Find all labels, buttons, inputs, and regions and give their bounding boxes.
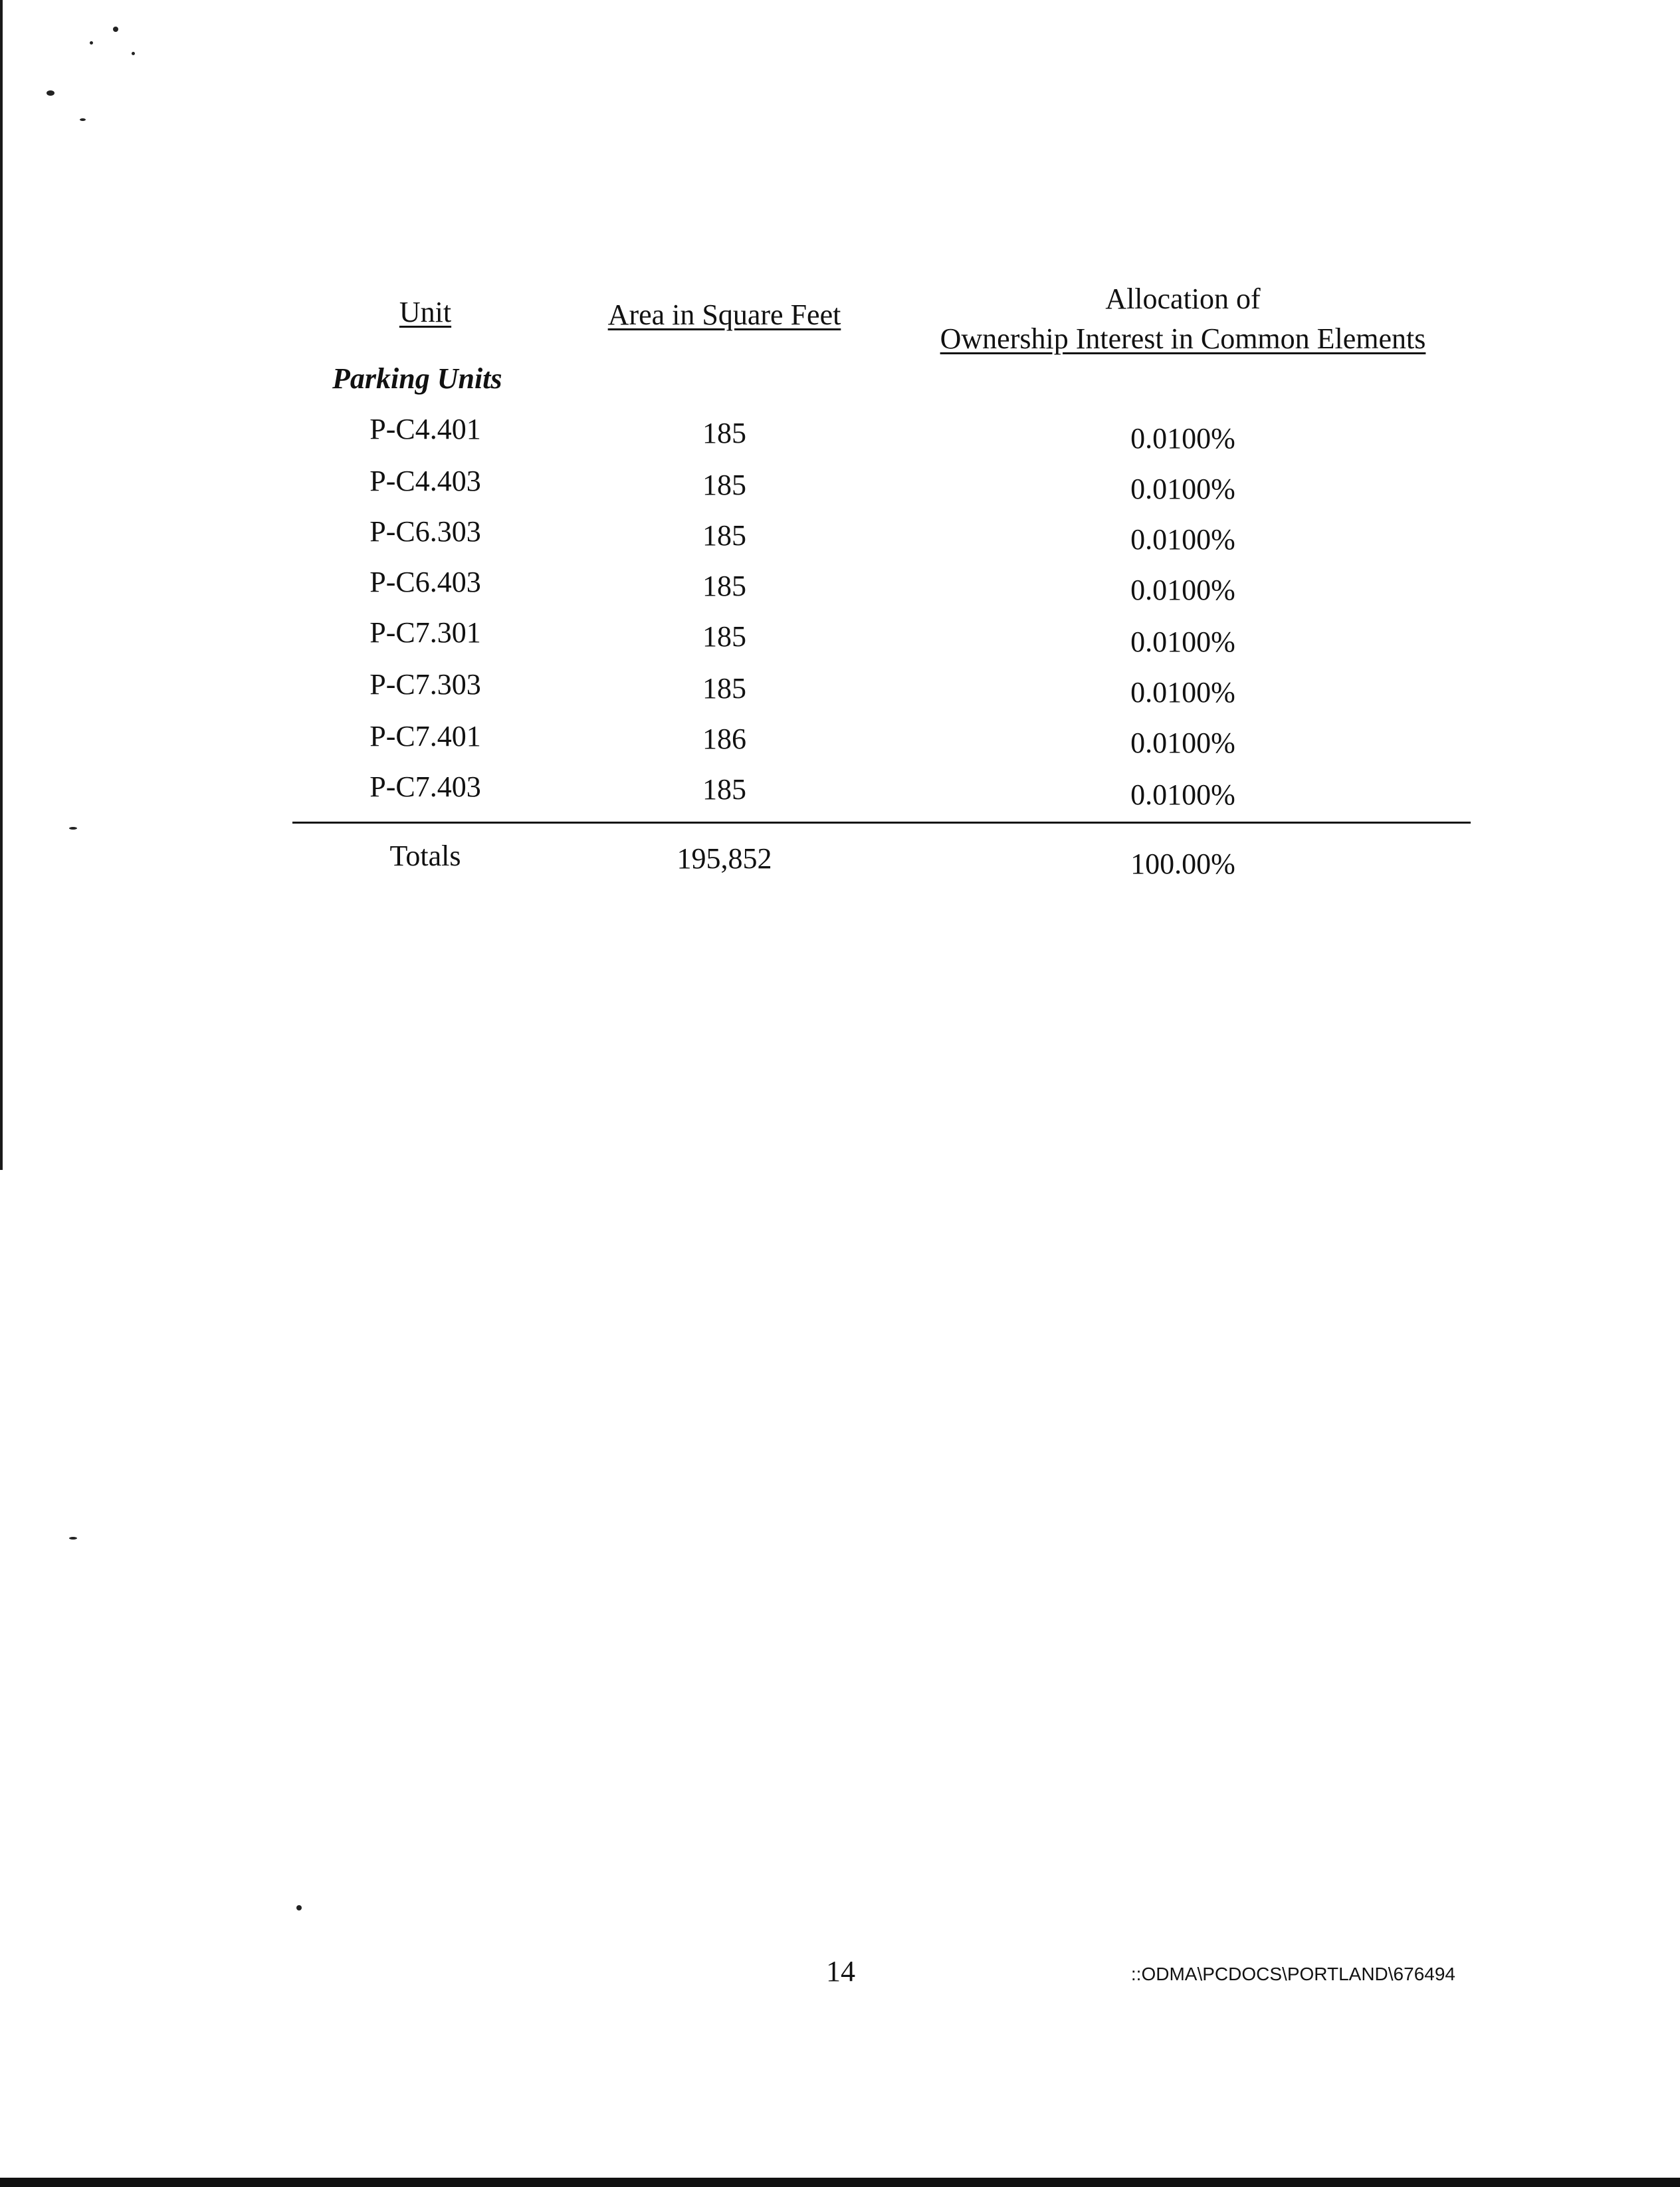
scan-speck <box>113 27 118 32</box>
page-number: 14 <box>826 1955 855 1988</box>
totals-area: 195,852 <box>677 842 772 875</box>
header-area <box>585 298 864 332</box>
row-0-area: 185 <box>702 417 746 449</box>
row-0-unit: P-C4.401 <box>369 413 481 445</box>
row-7-area: 185 <box>702 773 746 806</box>
header-allocation-line1: Allocation of <box>1105 283 1261 315</box>
row-2-unit: P-C6.303 <box>369 515 481 548</box>
row-4-allocation: 0.0100% <box>1130 626 1235 658</box>
row-2-allocation: 0.0100% <box>1130 523 1235 556</box>
scan-edge-bottom <box>0 2178 1680 2187</box>
scan-speck <box>132 52 135 55</box>
row-7-allocation: 0.0100% <box>1130 778 1235 811</box>
scan-speck <box>69 1537 77 1540</box>
row-5-unit: P-C7.303 <box>369 668 481 701</box>
header-area-text: Area in Square Feet <box>607 298 841 331</box>
header-unit <box>312 295 538 330</box>
scan-speck <box>69 827 77 830</box>
row-3-area: 185 <box>702 570 746 602</box>
row-6-unit: P-C7.401 <box>369 720 481 752</box>
document-path: ::ODMA\PCDOCS\PORTLAND\676494 <box>1130 1964 1455 1984</box>
row-1-area: 185 <box>702 469 746 501</box>
row-7-unit: P-C7.403 <box>369 770 481 803</box>
scan-edge-left <box>0 0 3 1170</box>
scan-speck <box>47 90 54 96</box>
section-label-parking-units: Parking Units <box>332 362 502 395</box>
row-0-allocation: 0.0100% <box>1130 422 1235 455</box>
row-4-unit: P-C7.301 <box>369 616 481 649</box>
scan-speck <box>296 1905 302 1910</box>
row-6-allocation: 0.0100% <box>1130 727 1235 759</box>
row-2-area: 185 <box>702 519 746 552</box>
totals-rule <box>292 822 1471 824</box>
row-4-area: 185 <box>702 620 746 653</box>
row-3-allocation: 0.0100% <box>1130 574 1235 606</box>
row-1-unit: P-C4.403 <box>369 465 481 497</box>
totals-allocation: 100.00% <box>1130 848 1235 880</box>
header-allocation-line2-text: Ownership Interest in Common Elements <box>940 322 1426 355</box>
row-5-allocation: 0.0100% <box>1130 676 1235 709</box>
header-unit-text: Unit <box>399 296 452 328</box>
totals-label: Totals <box>389 840 461 872</box>
scan-speck <box>80 118 86 121</box>
scan-speck <box>90 41 93 45</box>
row-6-area: 186 <box>702 723 746 755</box>
header-allocation-line2 <box>917 322 1449 356</box>
row-5-area: 185 <box>702 672 746 705</box>
row-1-allocation: 0.0100% <box>1130 473 1235 505</box>
row-3-unit: P-C6.403 <box>369 566 481 598</box>
